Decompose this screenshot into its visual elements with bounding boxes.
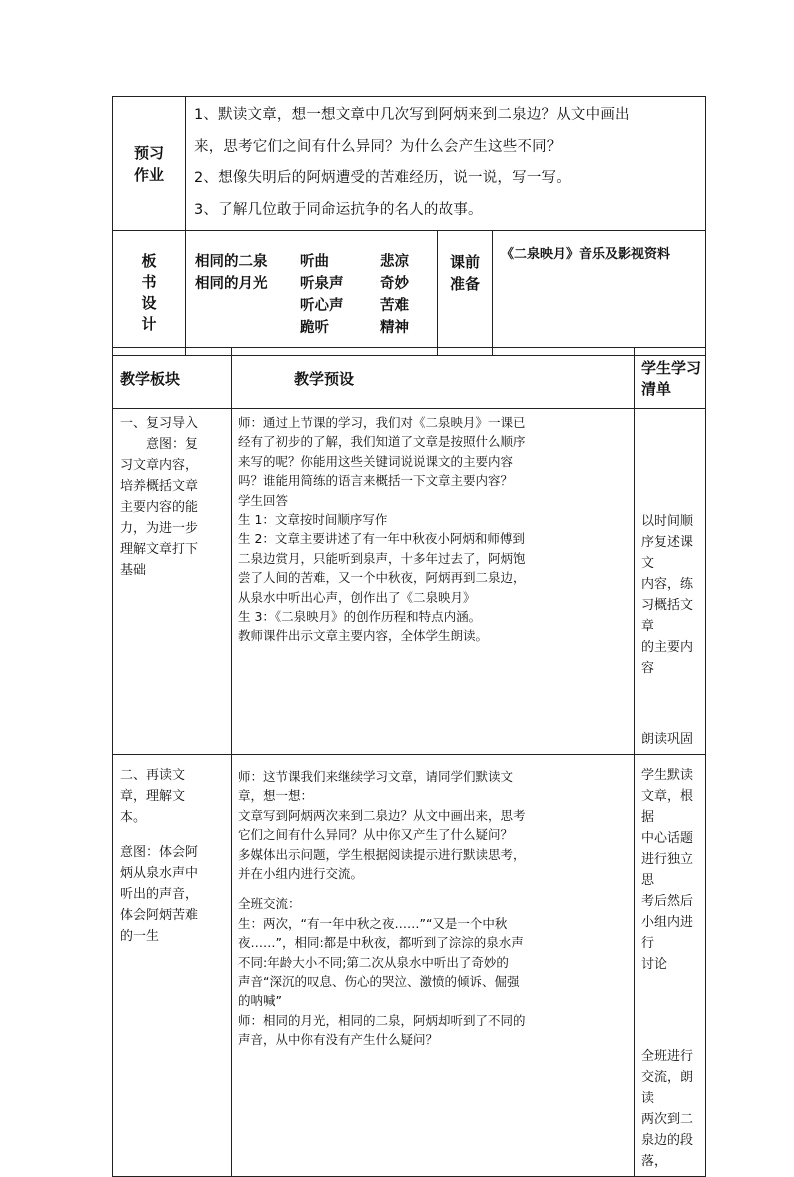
preset-line: 二泉边赏月，只能听到泉声，十多年过去了，阿炳饱 bbox=[238, 550, 526, 566]
checklist-line: 学生默读文章，根据 bbox=[641, 768, 694, 825]
prep-item-1b: 来，思考它们之间有什么异同？为什么会产生这些不同？ bbox=[194, 138, 562, 155]
block-review bbox=[113, 409, 232, 755]
board-label bbox=[113, 231, 186, 356]
board-theme: 相同的月光 bbox=[195, 276, 268, 292]
preset-line: 师：相同的月光，相同的二泉，阿炳却听到了不同的 bbox=[238, 1012, 526, 1028]
board-feeling-item: 奇妙 bbox=[380, 276, 409, 292]
header-preset: 教学预设 bbox=[232, 348, 635, 409]
preset-line: 并在小组内进行交流。 bbox=[238, 866, 364, 882]
preset-line: 文章写到阿炳两次来到二泉边？从文中画出来，思考 bbox=[238, 807, 526, 823]
block-line: 的一生 bbox=[120, 929, 160, 944]
board-label-char: 计 bbox=[141, 315, 157, 333]
block-line: 听出的声音， bbox=[120, 887, 199, 902]
preset-line: 从泉水中听出心声，创作出了《二泉映月》 bbox=[238, 589, 476, 605]
preset-line: 声音，从中你有没有产生什么疑问？ bbox=[238, 1032, 439, 1048]
checklist-line: 全班进行交流，朗读 bbox=[641, 1049, 694, 1106]
checklist-line: 以时间顺序复述课文 bbox=[641, 514, 694, 571]
block-line: 基础 bbox=[120, 563, 147, 578]
preset-line: 全班交流： bbox=[238, 896, 301, 912]
block-line: 二、再读文 bbox=[120, 768, 186, 783]
board-listen-item: 听泉声 bbox=[300, 276, 344, 292]
table-row bbox=[113, 409, 706, 755]
checklist-line: 落， bbox=[641, 1154, 668, 1169]
block-line: 理解文章打下 bbox=[120, 542, 199, 557]
board-feeling-item: 悲凉 bbox=[380, 254, 409, 270]
header-checklist: 学生学习清单 bbox=[635, 348, 706, 409]
board-theme: 相同的二泉 bbox=[195, 254, 268, 270]
preset-line: 声音“深沉的叹息、伤心的哭泣、激愤的倾诉、倔强 bbox=[238, 974, 520, 990]
preset-line: 师：这节课我们来继续学习文章，请同学们默读文 bbox=[238, 769, 514, 784]
preset-line: 生 2：文章主要讲述了有一年中秋夜小阿炳和师傅到 bbox=[238, 531, 525, 547]
checklist-line: 的主要内容 bbox=[641, 640, 694, 676]
block-line: 本。 bbox=[120, 810, 147, 825]
header-block: 教学板块 bbox=[113, 348, 232, 409]
prep-row bbox=[113, 97, 706, 231]
preset-line: 的呐喊” bbox=[238, 993, 282, 1009]
board-label-char: 设 bbox=[141, 294, 157, 312]
preset-line: 尝了人间的苦难，又一个中秋夜，阿炳再到二泉边， bbox=[238, 570, 526, 586]
board-feeling-item: 苦难 bbox=[380, 298, 409, 314]
block-line: 体会阿炳苦难 bbox=[120, 908, 199, 923]
block-line: 力，为进一步 bbox=[120, 521, 199, 536]
block-line: 意图：复 bbox=[120, 437, 199, 452]
prep-content bbox=[186, 97, 706, 231]
board-col-listen bbox=[300, 251, 380, 339]
ready-label bbox=[438, 231, 493, 356]
block-line: 意图：体会阿 bbox=[120, 845, 199, 860]
preset-line: 不同:年龄大小不同;第二次从泉水中听出了奇妙的 bbox=[238, 954, 509, 970]
prep-item-3: 3、了解几位敢于同命运抗争的名人的故事。 bbox=[194, 201, 483, 218]
board-col-feeling bbox=[380, 251, 424, 339]
checklist-line: 朗读巩固 bbox=[641, 732, 694, 747]
preset-line: 师：通过上节课的学习，我们对《二泉映月》一课已 bbox=[238, 415, 526, 430]
preset-line: 它们之间有什么异同？从中你又产生了什么疑问？ bbox=[238, 827, 514, 843]
board-label-char: 板 bbox=[141, 252, 157, 270]
board-row bbox=[113, 231, 706, 356]
preset-line: 多媒体出示问题，学生根据阅读提示进行默读思考， bbox=[238, 846, 526, 862]
checklist-line: 考后然后小组内进行 bbox=[641, 894, 694, 951]
board-label-char: 书 bbox=[141, 273, 157, 291]
preset-line: 学生回答 bbox=[238, 492, 289, 508]
preset-line: 夜……”，相同:都是中秋夜，都听到了淙淙的泉水声 bbox=[238, 935, 524, 951]
preset-line: 吗？谁能用简练的语言来概括一下文章主要内容？ bbox=[238, 473, 514, 489]
preset-line: 生 1：文章按时间顺序写作 bbox=[238, 512, 388, 528]
lesson-plan-top-table bbox=[112, 96, 706, 356]
checklist-line: 内容，练习概括文章 bbox=[641, 577, 694, 634]
block-line: 章，理解文 bbox=[120, 789, 186, 804]
prep-label-line1: 预习 bbox=[133, 143, 164, 162]
block-line: 习文章内容， bbox=[120, 458, 199, 473]
block-line: 一、复习导入 bbox=[120, 416, 199, 431]
board-listen-item: 听心声 bbox=[300, 298, 344, 314]
preset-line: 章，想一想： bbox=[238, 788, 314, 804]
preset-review bbox=[232, 409, 635, 755]
block-reread bbox=[113, 755, 232, 1177]
lesson-plan-main-table bbox=[112, 347, 706, 1177]
prep-label bbox=[113, 97, 186, 231]
checklist-line: 两次到二泉边的段 bbox=[641, 1112, 694, 1148]
preset-line: 生 3：《二泉映月》的创作历程和特点内涵。 bbox=[238, 609, 482, 625]
ready-label-line2: 准备 bbox=[449, 275, 480, 293]
prep-item-2: 2、想像失明后的阿炳遭受的苦难经历，说一说，写一写。 bbox=[194, 170, 571, 186]
preset-line: 生：两次，“有一年中秋之夜……”“又是一个中秋 bbox=[238, 915, 508, 931]
block-line: 培养概括文章 bbox=[120, 479, 199, 494]
prep-item-1a: 1、默读文章，想一想文章中几次写到阿炳来到二泉边？从文中画出 bbox=[194, 107, 630, 123]
board-listen-item: 跪听 bbox=[300, 320, 329, 336]
checklist-line: 中心话题进行独立思 bbox=[641, 831, 694, 888]
block-line: 主要内容的能 bbox=[120, 500, 199, 515]
board-feeling-item: 精神 bbox=[380, 320, 409, 336]
prep-label-line2: 作业 bbox=[133, 165, 164, 184]
ready-content: 《二泉映月》音乐及影视资料 bbox=[493, 231, 706, 356]
preset-reread bbox=[232, 755, 635, 1177]
checklist-line: 讨论 bbox=[641, 957, 668, 972]
board-col-themes bbox=[195, 251, 300, 339]
checklist-review bbox=[635, 409, 706, 755]
block-line: 炳从泉水声中 bbox=[120, 866, 199, 881]
board-content bbox=[186, 231, 438, 356]
table-row bbox=[113, 755, 706, 1177]
preset-line: 教师课件出示文章主要内容，全体学生朗读。 bbox=[238, 628, 489, 644]
checklist-reread bbox=[635, 755, 706, 1177]
board-listen-item: 听曲 bbox=[300, 254, 329, 270]
header-row bbox=[113, 348, 706, 409]
preset-line: 来写的呢？你能用这些关键词说说课文的主要内容 bbox=[238, 453, 514, 469]
preset-line: 经有了初步的了解，我们知道了文章是按照什么顺序 bbox=[238, 434, 526, 450]
ready-label-line1: 课前 bbox=[449, 253, 480, 271]
